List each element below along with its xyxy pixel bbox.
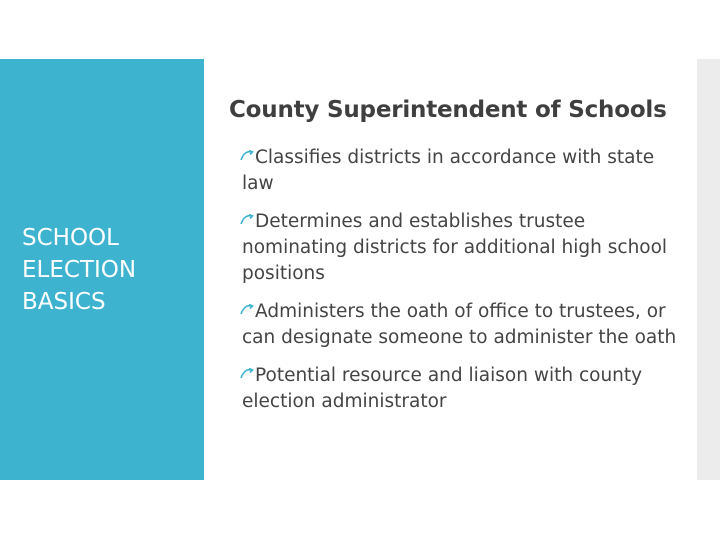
bullet-text: Administers the oath of office to trustees, or can designate someone to administer the oath [242,301,677,348]
scroll-strip [697,59,720,480]
bullet-text: Potential resource and liaison with county election administrator [242,365,643,412]
section-title: SCHOOL ELECTION BASICS [22,225,137,315]
slide-heading: County Superintendent of Schools [229,97,667,123]
bullet-item [240,299,690,351]
bullet-list [240,145,690,427]
bullet-item [240,363,690,415]
bullet-text: Determines and establishes trustee nominating districts for additional high school positions [242,211,668,284]
bullet-item [240,209,690,287]
arrow-bullet-icon [240,150,254,162]
arrow-bullet-icon [240,368,254,380]
bullet-item [240,145,690,197]
bullet-text: Classifies districts in accordance with state law [242,147,655,194]
arrow-bullet-icon [240,304,254,316]
arrow-bullet-icon [240,214,254,226]
